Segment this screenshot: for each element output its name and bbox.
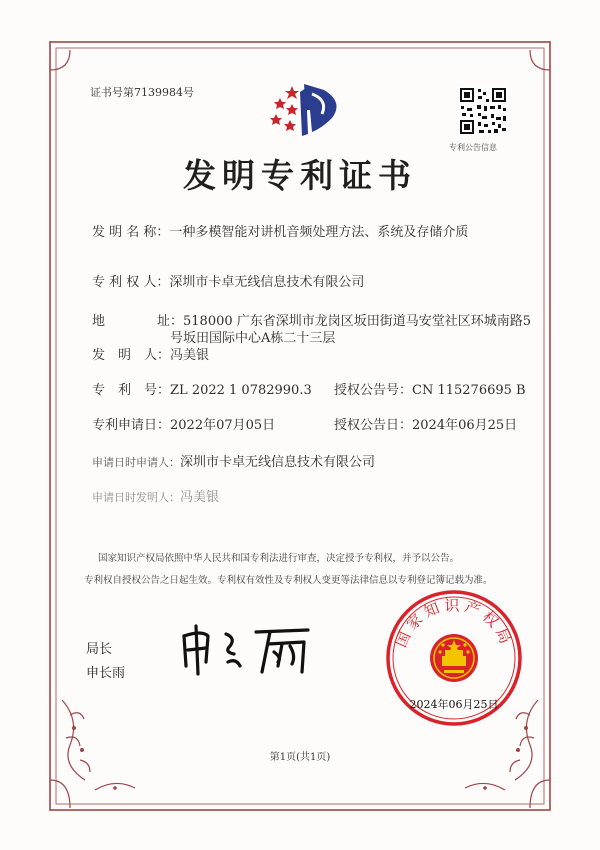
field-label: 申请日时发明人： [92,491,180,504]
field-value: 518000 广东省深圳市龙岗区坂田街道马安堂社区环城南路5 [183,314,532,329]
field-label: 发 明 人： [92,348,171,363]
certificate-number: 证书号第7139984号 [90,86,194,99]
field-announcement-no [334,379,526,398]
field-filing-date [92,414,275,433]
field-label: 授权公告号： [334,383,413,398]
director-title: 局长 [86,642,113,657]
legal-note-line2: 专利权自授权公告之日起生效。专利权有效性及专利权人变更等法律信息以专利登记簿记载为准。 [84,575,493,586]
field-value: 号坂田国际中心A栋二十三层 [170,331,336,346]
field-announcement-date [334,414,517,433]
cnipa-logo-icon [262,80,352,140]
director-name: 申长雨 [86,666,126,681]
field-patent-no [92,379,312,398]
field-label: 专 利 权 人： [92,275,170,290]
legal-note-line1: 国家知识产权局依照中华人民共和国专利法进行审查，决定授予专利权，并予以公告。 [98,553,460,564]
field-inventor-current [92,486,219,505]
page-number: 第1页(共1页) [269,752,331,763]
field-value: 2022年07月05日 [170,418,276,433]
field-label: 地 址： [92,314,184,329]
field-value: 一种多模智能对讲机音频处理方法、系统及存储介质 [169,225,469,240]
field-label: 发 明 名 称： [92,225,170,240]
field-label: 专利申请日： [92,418,171,433]
field-value: ZL 2022 1 0782990.3 [170,383,312,398]
field-label: 申请日时申请人： [92,456,180,469]
field-invention-name [92,221,468,240]
field-inventor [92,344,209,363]
field-applicant-current [92,451,375,470]
field-value: 冯美银 [170,348,210,363]
field-value: CN 115276695 B [412,383,526,398]
field-value: 2024年06月25日 [412,418,518,433]
field-value: 深圳市卡卓无线信息技术有限公司 [169,275,365,290]
field-value: 冯美银 [180,490,220,505]
handwritten-signature [178,622,318,678]
field-label: 授权公告日： [334,418,413,433]
seal-text: 国家知识产权局 [391,596,517,651]
field-value: 深圳市卡卓无线信息技术有限公司 [180,455,376,470]
official-seal [384,588,524,728]
page-title: 发明专利证书 [183,156,417,195]
field-patentee [92,271,364,290]
seal-date: 2024年06月25日 [409,698,499,711]
qr-label: 专利公告信息 [449,143,497,152]
field-label: 专 利 号： [92,383,171,398]
qr-code-icon[interactable] [458,86,508,136]
